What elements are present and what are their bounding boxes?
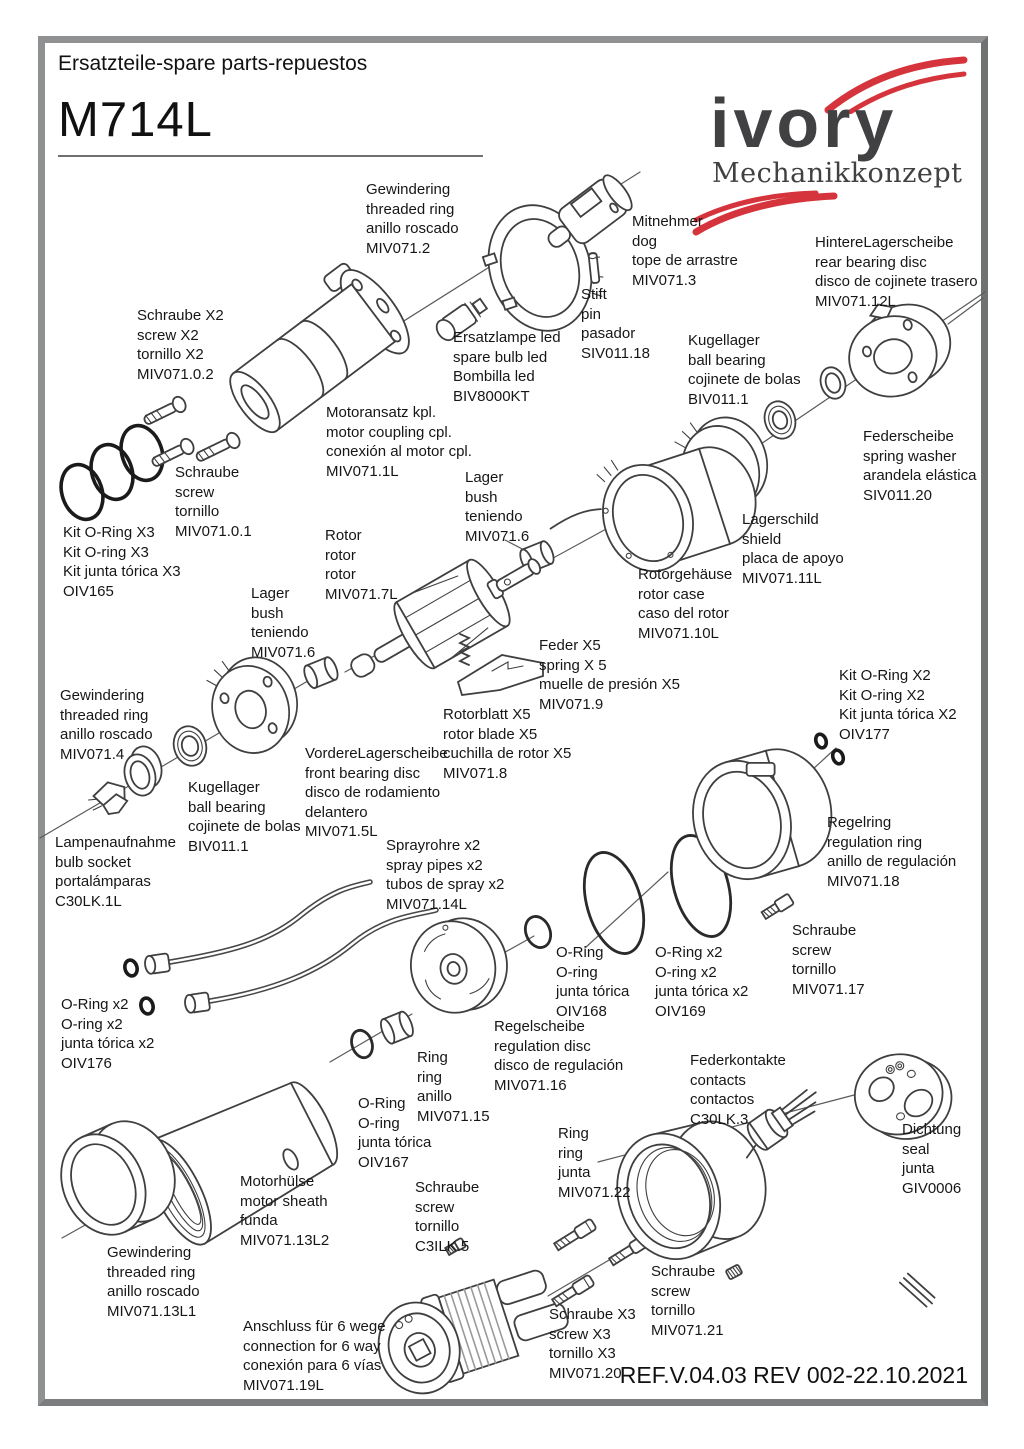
part-code: MIV071.6 (251, 643, 316, 661)
part-name-line: Federscheibe (863, 428, 954, 445)
part-name-line: screw (415, 1198, 455, 1216)
part-code: MIV071.19L (243, 1376, 324, 1394)
part-name-line: Gewindering (107, 1244, 192, 1261)
part-label (305, 744, 448, 842)
spanner-end-icon (889, 1287, 933, 1333)
part-name-line: Dichtung (902, 1121, 962, 1138)
part-name-line: anillo roscado (107, 1283, 200, 1300)
part-name-line: pin (581, 305, 602, 323)
part-name-line: Gewindering (366, 181, 451, 198)
part-name-line: ring (417, 1068, 443, 1086)
part-label (107, 1243, 200, 1321)
part-name-line: screw (175, 483, 215, 501)
part-name-line: Schraube (415, 1179, 480, 1196)
part-name-line: shield (742, 530, 782, 548)
part-name-line: O-Ring (556, 944, 604, 961)
part-name-line: connection for 6 way (243, 1337, 381, 1355)
part-name-line: Schraube (651, 1263, 716, 1280)
part-label (651, 1262, 724, 1340)
part-name-line: teniendo (251, 624, 309, 641)
part-name-line: funda (240, 1212, 278, 1229)
part-name-line: Lagerschild (742, 511, 819, 528)
part-name-line: Federkontakte (690, 1052, 786, 1069)
part-name-line: Kit O-Ring X2 (839, 667, 931, 684)
part-label (827, 813, 956, 891)
part-name-line: O-ring x2 (655, 963, 717, 981)
part-name-line: Kit junta tórica X3 (63, 563, 181, 580)
screws-drawing-top (142, 395, 243, 471)
spring-washer-drawing (817, 364, 850, 402)
part-name-line: cuchilla de rotor X5 (443, 745, 572, 762)
oring-drawing-168 (521, 913, 555, 952)
part-name-line: placa de apoyo (742, 550, 844, 567)
part-name-line: disco de cojinete trasero (815, 273, 978, 290)
part-name-line: arandela elástica (863, 467, 977, 484)
part-name-line: pasador (581, 325, 636, 342)
part-code: MIV071.11L (742, 569, 822, 587)
part-code: OIV165 (63, 582, 114, 600)
part-label (638, 565, 732, 643)
part-name-line: Kit O-Ring X3 (63, 524, 155, 541)
part-name-line: Ersatzlampe led (453, 329, 561, 346)
part-label (240, 1172, 329, 1250)
part-name-line: Ring (417, 1049, 448, 1066)
part-label (366, 180, 459, 258)
part-name-line: screw X2 (137, 326, 199, 344)
part-name-line: caso del rotor (638, 605, 729, 622)
part-label (453, 328, 561, 406)
part-label (415, 1178, 479, 1256)
part-code: MIV071.0.2 (137, 365, 214, 383)
part-name-line: threaded ring (107, 1263, 196, 1281)
part-name-line: junta (902, 1160, 935, 1177)
title-underline (58, 155, 483, 157)
part-name-line: tornillo (792, 961, 837, 978)
part-name-line: anillo de regulación (827, 853, 957, 870)
part-name-line: rotor (325, 546, 356, 564)
part-name-line: teniendo (465, 508, 523, 525)
part-name-line: spring washer (863, 447, 957, 465)
part-name-line: screw (651, 1282, 691, 1300)
part-name-line: Kugellager (688, 332, 760, 349)
part-name-line: Regelring (827, 814, 892, 831)
part-code: MIV071.5L (305, 823, 378, 840)
part-label (358, 1094, 431, 1172)
part-name-line: dog (632, 232, 658, 250)
part-code: GIV0006 (902, 1179, 962, 1197)
part-label (465, 468, 529, 546)
part-name-line: front bearing disc (305, 764, 421, 782)
part-code: OIV176 (61, 1054, 112, 1072)
part-code: OIV168 (556, 1002, 607, 1020)
part-label (655, 943, 748, 1021)
part-label (581, 285, 650, 363)
part-name-line: Sprayrohre x2 (386, 837, 481, 854)
kit-orings-x3-drawing (54, 420, 169, 525)
part-name-line: ball bearing (688, 351, 766, 369)
part-name-line: spray pipes x2 (386, 856, 483, 874)
part-code: MIV071.0.1 (175, 522, 252, 540)
part-name-line: Schraube X2 (137, 307, 224, 324)
part-code: MIV071.12L (815, 292, 896, 310)
part-name-line: anillo (417, 1088, 453, 1105)
part-label (690, 1051, 786, 1129)
part-name-line: threaded ring (366, 200, 455, 218)
part-code: MIV071.7L (325, 585, 398, 603)
page-subtitle: Ersatzteile-spare parts-repuestos (58, 52, 368, 75)
part-label (539, 636, 680, 714)
part-code: MIV071.21 (651, 1321, 724, 1339)
ball-bearing-drawing-bottom (169, 722, 211, 769)
part-name-line: ring (558, 1144, 584, 1162)
screw-drawing-21 (725, 1264, 742, 1279)
part-code: MIV071.15 (417, 1107, 490, 1125)
part-name-line: O-ring (556, 963, 598, 981)
part-name-line: contacts (690, 1071, 746, 1089)
part-name-line: screw (792, 941, 832, 959)
wrench-icon (818, 1206, 931, 1330)
part-name-line: junta tórica (556, 983, 630, 1000)
part-name-line: disco de regulación (494, 1057, 624, 1074)
part-name-line: tornillo (651, 1302, 696, 1319)
part-name-line: Rotor (325, 527, 362, 544)
part-code: C30LK.3 (690, 1110, 749, 1128)
part-name-line: Motoransatz kpl. (326, 404, 437, 421)
part-name-line: tornillo X2 (137, 346, 204, 363)
part-name-line: seal (902, 1140, 930, 1158)
part-code: SIV011.20 (863, 486, 932, 504)
part-name-line: tornillo X3 (549, 1345, 616, 1362)
part-code: MIV071.14L (386, 895, 467, 913)
part-name-line: delantero (305, 803, 368, 821)
part-name-line: portalámparas (55, 873, 151, 890)
part-label (325, 526, 398, 604)
rotor-blade-drawing (458, 655, 543, 695)
part-name-line: Lager (465, 469, 504, 486)
part-code: MIV071.22 (558, 1183, 631, 1201)
part-code: OIV169 (655, 1002, 706, 1020)
part-code: MIV071.17 (792, 980, 865, 998)
part-code: MIV071.3 (632, 271, 697, 289)
part-code: MIV071.4 (60, 745, 125, 763)
part-name-line: disco de rodamiento (305, 784, 441, 801)
part-code: BIV011.1 (688, 390, 749, 408)
part-name-line: O-Ring x2 (61, 996, 129, 1013)
part-label (688, 331, 801, 409)
part-name-line: threaded ring (60, 706, 149, 724)
part-name-line: HintereLagerscheibe (815, 234, 954, 251)
part-name-line: conexión para 6 vías (243, 1357, 382, 1374)
part-label (815, 233, 978, 311)
part-name-line: motor coupling cpl. (326, 423, 452, 441)
part-name-line: Schraube X3 (549, 1306, 636, 1323)
part-name-line: Bombilla led (453, 368, 535, 385)
part-name-line: Schraube (792, 922, 857, 939)
part-label (137, 306, 224, 384)
part-code: C3ILK.5 (415, 1237, 470, 1255)
part-code: OIV177 (839, 725, 890, 743)
part-label (60, 686, 153, 764)
part-name-line: regulation disc (494, 1037, 591, 1055)
part-code: BIV8000KT (453, 387, 530, 405)
regulation-ring-drawing (679, 738, 845, 891)
part-name-line: Stift (581, 286, 607, 303)
part-name-line: Gewindering (60, 687, 145, 704)
part-label (63, 523, 181, 601)
brand-tagline: Mechanikkonzept (712, 158, 963, 189)
part-name-line: bush (251, 604, 284, 622)
part-label (175, 463, 252, 541)
part-label (742, 510, 844, 588)
part-name-line: muelle de presión X5 (539, 676, 680, 693)
part-label (443, 705, 571, 783)
bulb-socket-drawing (85, 778, 132, 821)
part-name-line: O-Ring x2 (655, 944, 723, 961)
part-code: MIV071.16 (494, 1076, 567, 1094)
part-name-line: Mitnehmer (632, 213, 703, 230)
part-code: MIV071.1L (326, 462, 399, 480)
part-label (902, 1120, 961, 1198)
part-code: BIV011.1 (188, 837, 249, 855)
part-name-line: Lager (251, 585, 290, 602)
part-name-line: motor sheath (240, 1192, 328, 1210)
part-name-line: Anschluss für 6 wege (243, 1318, 386, 1335)
part-name-line: O-ring x2 (61, 1015, 123, 1033)
part-name-line: O-Ring (358, 1095, 406, 1112)
part-name-line: Kit O-ring X3 (63, 543, 149, 561)
part-name-line: spare bulb led (453, 348, 548, 366)
front-bearing-disc-drawing (199, 644, 309, 762)
part-label (839, 666, 957, 744)
part-name-line: Ring (558, 1125, 589, 1142)
part-name-line: ball bearing (188, 798, 266, 816)
part-name-line: Kit O-ring X2 (839, 686, 925, 704)
part-name-line: VordereLagerscheibe (305, 745, 448, 762)
part-label (863, 427, 976, 505)
part-name-line: Kit junta tórica X2 (839, 706, 957, 723)
part-label (55, 833, 176, 911)
part-name-line: bulb socket (55, 853, 131, 871)
part-code: SIV011.18 (581, 344, 650, 362)
part-label (61, 995, 154, 1073)
part-label (326, 403, 472, 481)
part-name-line: spring X 5 (539, 656, 607, 674)
part-name-line: Rotorgehäuse (638, 566, 733, 583)
part-label (558, 1124, 631, 1202)
part-name-line: Kugellager (188, 779, 260, 796)
part-code: OIV167 (358, 1153, 409, 1171)
part-name-line: tope de arrastre (632, 252, 738, 269)
part-name-line: tubos de spray x2 (386, 876, 505, 893)
part-code: MIV071.6 (465, 527, 530, 545)
part-name-line: screw X3 (549, 1325, 611, 1343)
part-code: MIV071.8 (443, 764, 508, 782)
part-name-line: junta (558, 1164, 591, 1181)
brand-wordmark: ivory (710, 84, 898, 162)
part-label (386, 836, 504, 914)
part-name-line: junta tórica x2 (655, 983, 749, 1000)
part-name-line: Lampenaufnahme (55, 834, 176, 851)
part-code: MIV071.9 (539, 695, 604, 713)
part-name-line: junta tórica x2 (61, 1035, 155, 1052)
part-label (188, 778, 301, 856)
tools-badge (798, 1193, 952, 1347)
part-code: MIV071.20 (549, 1364, 622, 1382)
regulation-disc-drawing (401, 909, 516, 1021)
part-label (251, 584, 315, 662)
part-name-line: Feder X5 (539, 637, 601, 654)
threaded-ring-drawing-13L1 (46, 1108, 191, 1249)
part-code: MIV071.13L2 (240, 1231, 330, 1249)
screw-drawing-17 (761, 893, 794, 920)
part-name-line: anillo roscado (60, 726, 153, 743)
brand-logo (698, 70, 968, 230)
part-code: MIV071.10L (638, 624, 719, 642)
part-name-line: Regelscheibe (494, 1018, 585, 1035)
part-label (632, 212, 738, 290)
part-code: C30LK.1L (55, 892, 122, 910)
part-name-line: cojinete de bolas (188, 818, 301, 835)
part-name-line: tornillo (415, 1218, 460, 1235)
part-name-line: rotor blade X5 (443, 725, 538, 743)
part-name-line: rotor (325, 566, 356, 583)
part-name-line: tornillo (175, 503, 220, 520)
part-label (792, 921, 865, 999)
part-code: MIV071.13L1 (107, 1302, 197, 1320)
part-name-line: Schraube (175, 464, 240, 481)
part-name-line: rotor case (638, 585, 705, 603)
part-code: MIV071.18 (827, 872, 900, 890)
part-name-line: contactos (690, 1091, 755, 1108)
part-name-line: rear bearing disc (815, 253, 927, 271)
part-name-line: bush (465, 488, 498, 506)
part-name-line: Motorhülse (240, 1173, 315, 1190)
part-name-line: anillo roscado (366, 220, 459, 237)
part-code: MIV071.2 (366, 239, 431, 257)
part-label (556, 943, 629, 1021)
part-label (494, 1017, 623, 1095)
part-name-line: O-ring (358, 1114, 400, 1132)
part-name-line: Rotorblatt X5 (443, 706, 531, 723)
page-title: M714L (58, 93, 213, 147)
part-name-line: cojinete de bolas (688, 371, 801, 388)
revision-reference: REF.V.04.03 REV 002-22.10.2021 (619, 1362, 968, 1388)
part-name-line: conexión al motor cpl. (326, 443, 472, 460)
part-name-line: regulation ring (827, 833, 923, 851)
oring-drawing-167 (348, 1028, 376, 1061)
part-name-line: junta tórica (358, 1134, 432, 1151)
screwdriver-icon (836, 1216, 944, 1317)
